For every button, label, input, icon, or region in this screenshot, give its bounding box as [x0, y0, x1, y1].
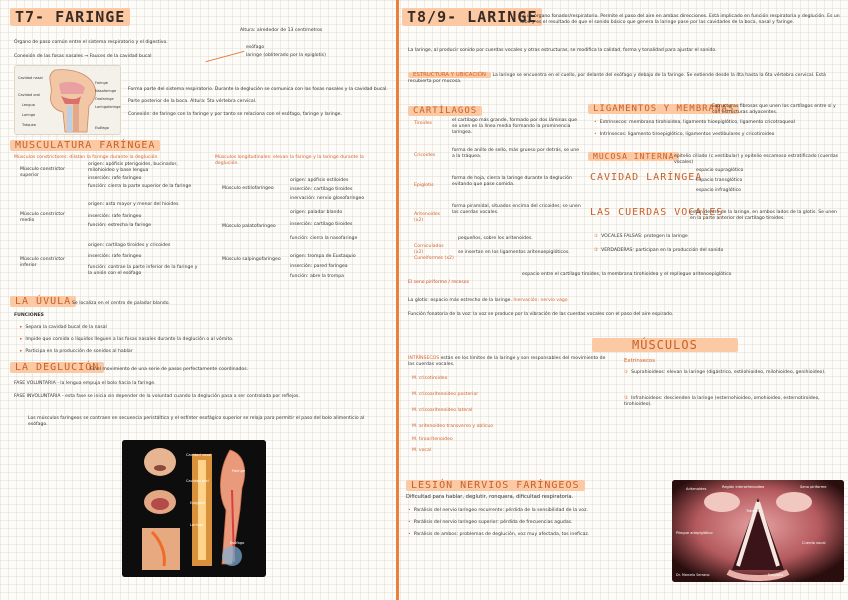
- cuerdas-2: ② VERDADERAS: participan en la producción del sonido: [594, 248, 724, 253]
- intr-1: M. cricoaritenoideo posterior: [412, 392, 479, 397]
- uvula-title: LA ÚVULA: [10, 296, 76, 307]
- img-label-4: Laringe: [190, 523, 204, 527]
- estilo-det-2: inervación: nervio glosofaríngeo: [290, 196, 365, 201]
- diagram-label-3: Nasofaringe: [95, 89, 117, 93]
- cart-1-det: forma de anillo de sello, más grueso por detrás, se une a la tráquea.: [452, 148, 580, 159]
- mucosa-title: MUCOSA INTERNA: [588, 152, 679, 161]
- laryngo-label-5: Cuerda vocal: [802, 541, 826, 545]
- uvula-intro: Se localiza en el centro de paladar blando.: [72, 301, 170, 306]
- deglution-illustration: [122, 440, 266, 577]
- cart-0-name: Tiroides: [414, 121, 432, 126]
- lesion-intro: Dificultad para hablar, deglutir, ronquera, dificultad respiratoria.: [406, 494, 574, 500]
- esofago-label: esófago: [246, 45, 265, 50]
- cart-4-det: pequeños, sobre los aritenoides.: [458, 236, 533, 241]
- cuerdas-1: ① VOCALES FALSAS: protegen la laringe: [594, 234, 688, 239]
- diagram-label-7: Laringofaringe: [95, 105, 121, 109]
- img-label-1: Cavidad oral: [186, 479, 209, 483]
- cuerdas-title: LAS CUERDAS VOCALES: [590, 207, 724, 218]
- cavidad-title: CAVIDAD LARÍNGEA: [590, 172, 703, 183]
- right-column: [402, 0, 848, 600]
- lig-1: • Extrínsecos: membrana tirohioidea, ligamento hioepiglótico, ligamento cricotraqueal: [594, 120, 795, 125]
- left-column: [0, 0, 395, 600]
- palato-det-0: origen: paladar blando: [290, 210, 343, 215]
- intr-3: M. aritenoideo transverso y oblicuo: [412, 424, 494, 429]
- laringe-intro-2: La laringe, al producir sonido por cuerdas vocales y otras estructuras, se modifica la calidad, forma y tonalidad para ajustar el sonido.: [408, 48, 717, 53]
- constrictor-med-det-1: inserción: rafe faríngeo: [88, 214, 142, 219]
- laryngo-label-0: Aritenoides: [686, 487, 707, 491]
- glotis: La glotis: espacio más estrecho de la laringe. Inervación: nervio vago: [408, 298, 568, 303]
- constrictor-inf-det-1: inserción: rafe faríngeo: [88, 254, 142, 259]
- estilo-det-0: origen: apófisis estiloides: [290, 178, 349, 183]
- mucosa-det: epitelio ciliado (c.vestibular) y epitelio escamoso estratificado (cuerdas vocales): [674, 154, 839, 165]
- intr-2: M. cricoaritenoideo lateral: [412, 408, 473, 413]
- connector-line: [206, 51, 245, 62]
- constrictores-title: Músculos constrictores: dilatan la faringe durante la deglución.: [14, 155, 159, 160]
- intr-5: M. vocal: [412, 448, 432, 453]
- salpingo-det-2: función: abre la trompa: [290, 274, 344, 279]
- diagram-label-6: Laringe: [22, 113, 36, 117]
- musculos-title: MÚSCULOS: [592, 338, 738, 352]
- deglucion-intro: Es el movimiento de una serie de pasos perfectamente coordinados.: [90, 367, 249, 372]
- constrictor-sup-det-2: función: cierra la parte superior de la faringe: [88, 184, 192, 189]
- funcion-fonatoria: Función fonatoria de la voz: la voz se produce por la vibración de las cuerdas vocales con el paso del aire espirado.: [408, 312, 674, 317]
- column-divider: [396, 0, 399, 600]
- diagram-label-2: Cavidad oral: [18, 93, 41, 97]
- cart-5-name: Cuneiformes (x2): [414, 256, 454, 261]
- faringe-intro: Órgano de paso común entre el sistema respiratorio y el digestivo.: [14, 40, 168, 45]
- cavidad-det-1: espacio transglótico: [696, 178, 743, 183]
- salpingo-det-1: inserción: pared faríngea: [290, 264, 348, 269]
- cart-1-name: Cricoides: [414, 153, 436, 158]
- intrinsecos-header: INTRÍNSECOS están en los límites de la laringe y son responsables del movimiento de las cuerdas vocales.: [408, 356, 606, 367]
- laringe-title: T8/9- LARINGE: [402, 8, 542, 26]
- estilofaringeo: Músculo estilofaríngeo: [222, 186, 274, 191]
- extrinsecos-title: Extrínsecos: [624, 358, 656, 364]
- cavidad-det-0: espacio supraglótico: [696, 168, 744, 173]
- faringe-altura: Altura: alrededor de 13 centímetros: [240, 28, 323, 33]
- faringe-note-2: Parte posterior de la boca. Altura: 5ta vértebra cervical.: [128, 99, 257, 104]
- cart-3-det: forma piramidal, situados encima del cricoides; se unen las cuerdas vocales.: [452, 204, 581, 215]
- lesion-title: LESIÓN NERVIOS FARÍNGEOS: [406, 480, 585, 491]
- cavidad-det-2: espacio infraglótico: [696, 188, 741, 193]
- extr-1: ① Suprahioideos: elevan la laringe (digástrico, estilohioideo, milohioideo, genihioideo).: [624, 370, 826, 375]
- palatofaringeo: Músculo palatofaríngeo: [222, 224, 276, 229]
- diagram-label-0: Cavidad nasal: [18, 76, 43, 80]
- laryngo-label-6: Epiglotis: [768, 573, 784, 577]
- deglucion-fase2b: Los músculos faríngeos se contraen en secuencia peristáltica y el esfínter esofágico superior se relaja para permitir el paso del bolo alimenticio al esófago.: [28, 416, 365, 427]
- longitudinales-title: Músculos longitudinales: elevan la faringe y la laringe durante la deglución.: [215, 155, 364, 166]
- seno-det: espacio entre el cartílago tiroides, la membrana tirohioidea y el repliegue aritenoepiglótico: [522, 272, 732, 277]
- diagram-label-5: Orofaringe: [95, 97, 114, 101]
- deglucion-fase2: FASE INVOLUNTARIA - esta fase se inicia sin depender de la voluntad cuando la deglución pasa a ser controlada por reflejos.: [14, 394, 300, 399]
- constrictor-sup: Músculo constrictor superior: [20, 167, 65, 178]
- constrictor-med-det-0: origen: asta mayor y menor del hioides: [88, 202, 179, 207]
- constrictor-inf-det-2: función: contrae la parte inferior de la faringe y la unión con el esófago: [88, 265, 198, 276]
- uvula-f2: ▸ Impide que comida o líquidos lleguen a las fosas nasales durante la deglución o al vómito.: [20, 337, 234, 342]
- lesion-item-2: • Parálisis de ambos: problemas de deglución, voz muy afectada, tos ineficaz.: [408, 532, 590, 537]
- seno-piriforme: El seno piriforme / recesos: [408, 280, 469, 285]
- constrictor-sup-det-0: origen: apófisis pterigoides, bucinador, milohioideo y base lengua: [88, 162, 178, 173]
- cart-2-det: forma de hoja, cierra la laringe durante la deglución evitando que pase comida.: [452, 176, 572, 187]
- constrictor-med-det-2: función: estrecha la faringe: [88, 223, 152, 228]
- laryngo-label-1: Región interaritenoidea: [722, 485, 765, 489]
- img-label-0: Cavidad nasal: [186, 453, 212, 457]
- ligamentos-title: LIGAMENTOS Y MEMBRANAS: [588, 104, 739, 114]
- faringe-conexiones: Conexión de las fosas nasales → Fauces de la cavidad bucal: [14, 54, 152, 59]
- estilo-det-1: inserción: cartílago tiroides: [290, 187, 353, 192]
- intr-4: M. tiroaritenoideo: [412, 437, 453, 442]
- diagram-label-9: Esófago: [95, 126, 109, 130]
- cuerdas-det: están dentro de la laringe, en ambos lados de la glotis. Se unen en la parte anterior del cartílago tiroides.: [690, 210, 837, 221]
- cart-0-det: el cartílago más grande, formado por dos láminas que se unen en la línea media formando la prominencia laríngea.: [452, 118, 577, 135]
- constrictor-inf: Músculo constrictor inferior: [20, 257, 65, 268]
- cart-3-name: Aritenoides (x2): [414, 212, 441, 223]
- estructura-block: ESTRUCTURA Y UBICACIÓN La laringe se encuentra en el cuello, por delante del esófago y debajo de la faringe. Se extiende desde la 4ta hasta la 6ta vértebra cervical. Está recubierta por mucosa.: [408, 72, 826, 84]
- salpingo-det-0: origen: trompa de Eustaquio: [290, 254, 356, 259]
- diagram-label-4: Lengua: [22, 103, 35, 107]
- deglucion-image: [122, 440, 266, 577]
- cart-2-name: Epiglotis: [414, 183, 434, 188]
- palato-det-1: inserción: cartílago tiroides: [290, 222, 353, 227]
- laringe-intro: Es un órgano fonador/respiratorio. Permite el paso del aire en ambas direcciones. Está implicado en función respiratoria y deglución. Es un tubo y es el resultado de que el sonido básico que genera la laringe pase por las cavidades de la boca, nasal y faringe.: [520, 14, 840, 25]
- faringe-note-3: Conexión: de faringe con la faringe y por tanto se relaciona con el esófago, faringe y laringe.: [128, 112, 342, 117]
- laryngo-label-3: Pliegue ariepiglótico: [676, 531, 713, 535]
- uvula-f1: ▸ Separa la cavidad bucal de la nasal: [20, 325, 107, 330]
- ligamentos-det: Estructuras fibrosas que unen los cartílagos entre sí y con estructuras adyacentes.: [712, 104, 836, 115]
- laryngo-label-4: Tráquea: [746, 509, 761, 513]
- musculatura-title: MUSCULATURA FARÍNGEA: [10, 140, 160, 151]
- uvula-f3: ▸ Participa en la producción de sonidos al hablar: [20, 349, 133, 354]
- laringe-label: laringe (obliterado por la epiglotis): [246, 53, 326, 58]
- cart-4-name: Corniculados (x2): [414, 244, 444, 255]
- palato-det-2: función: cierra la nasofaringe: [290, 236, 358, 241]
- deglucion-title: LA DEGLUCIÓN: [10, 362, 104, 373]
- cart-5-det: se insertan en los ligamentos aritenoepiglóticos.: [458, 250, 570, 255]
- constrictor-sup-det-1: inserción: rafe faríngeo: [88, 176, 142, 181]
- diagram-label-8: Tráquea: [22, 123, 36, 127]
- laryngo-credit: Dr. Marcelo Serrano: [676, 573, 710, 577]
- constrictor-med: Músculo constrictor medio: [20, 212, 65, 223]
- extr-2: ② Infrahioideos: descienden la laringe (esternohioideo, omohioideo, esternotiroideo, tirohioideo).: [624, 396, 820, 407]
- deglucion-fase1: FASE VOLUNTARIA - la lengua empuja el bolo hacia la faringe.: [14, 381, 156, 386]
- diagram-label-1: Faringe: [95, 81, 108, 85]
- cartilagos-title: CARTÍLAGOS: [408, 106, 482, 116]
- img-label-5: Esófago: [230, 541, 245, 545]
- faringe-note-1: Forma parte del sistema respiratorio. Durante la deglución se comunica con las fosas nasales y la cavidad bucal.: [128, 87, 388, 92]
- salpingofaringeo: Músculo salpingofaríngeo: [222, 257, 281, 262]
- faringe-title: T7- FARINGE: [10, 8, 130, 26]
- intr-0: M. cricotiroideo: [412, 376, 448, 381]
- img-label-2: Faringe: [232, 469, 246, 473]
- uvula-funciones: FUNCIONES: [14, 313, 44, 318]
- constrictor-inf-det-0: origen: cartílago tiroides y cricoides: [88, 243, 171, 248]
- lesion-item-0: • Parálisis del nervio laríngeo recurrente: pérdida de la sensibilidad de la voz.: [408, 508, 588, 513]
- lesion-item-1: • Parálisis del nervio laríngeo superior: pérdida de frecuencias agudas.: [408, 520, 573, 525]
- lig-2: • Intrínsecos: ligamento tiroepiglótico, ligamentos vestibulares y cricotiroideo: [594, 132, 775, 137]
- laryngo-label-2: Seno piriforme: [800, 485, 827, 489]
- img-label-3: Epiglotis: [190, 501, 206, 505]
